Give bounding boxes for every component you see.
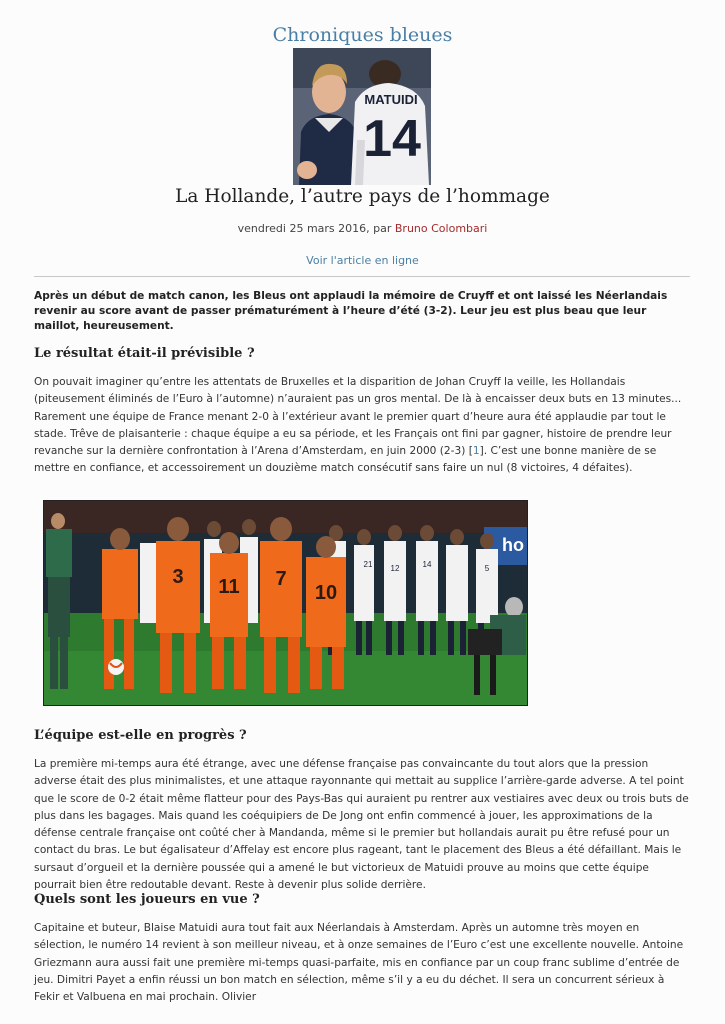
author-link[interactable]: Bruno Colombari	[394, 222, 488, 235]
team-photo	[43, 500, 528, 706]
footnote-link[interactable]: 1	[472, 445, 480, 458]
player-number: 10	[314, 582, 338, 604]
hero-photo-illustration	[293, 48, 431, 185]
article-lead: Après un début de match canon, les Bleus ont applaudi la mémoire de Cruyff et ont laissé les Néerlandais revenir au score avant de passer prématurément à l’heure d’été (3-2). Leur jeu est plus beau que leur maillot, heureusement.	[34, 290, 668, 332]
section-heading-progress: L’équipe est-elle en progrès ?	[34, 728, 247, 743]
section-text-part: On pouvait imaginer qu’entre les attentats de Bruxelles et la disparition de Johan Cruyff la veille, les Hollandais (piteusement éliminés de l’Euro à l’automne) n’auraient pas un gros mental. De là à encaisser deux buts en 13 minutes... Rarement une équipe de France menant 2-0 à l’extérieur avant le premier quart d’heure aura été applaudie par tout le stade. Trêve de plaisanterie : chaque équipe a eu sa période, et les Français ont fini par gagner, histoire de prendre leur revanche sur la dernière confrontation à l’Arena d’Amsterdam, en juin 2000 (2-3) [	[34, 376, 682, 458]
section-text-players: Capitaine et buteur, Blaise Matuidi aura tout fait aux Néerlandais à Amsterdam. Après un automne très moyen en sélection, le numéro 14 revient à son meilleur niveau, et à onze semaines de l’Euro c’est une excellente nouvelle. Antoine Griezmann aura aussi fait une première mi-temps quasi-parfaite, mis en confiance par un coup franc sublime d’entrée de jeu. Dimitri Payet a enfin réussi un bon match en sélection, même s’il y a eu du déchet. Il sera un concurrent sérieux à Fekir et Valbuena en mai prochain. Olivier	[34, 922, 684, 1004]
player-number: 5	[484, 564, 490, 573]
byline-date: vendredi 25 mars 2016, par	[237, 222, 395, 235]
header-divider	[34, 276, 690, 277]
section-heading-result: Le résultat était-il prévisible ?	[34, 346, 255, 361]
player-number: 12	[390, 564, 400, 573]
section-heading-players: Quels sont les joueurs en vue ?	[34, 892, 260, 907]
online-article-link[interactable]: Voir l'article en ligne	[306, 254, 419, 267]
player-number: 21	[363, 560, 373, 569]
player-number: 7	[275, 568, 287, 590]
section-text-part: ]. C’est une bonne manière de se mettre en confiance, et accessoirement un douzième match consécutif sans faire un nul (8 victoires, 4 défaites).	[34, 445, 657, 475]
site-title[interactable]: Chroniques bleues	[272, 24, 453, 46]
section-text-result	[34, 374, 690, 478]
stadium-banner-text: ho	[502, 535, 524, 555]
player-number: 14	[422, 560, 432, 569]
player-number: 3	[172, 566, 184, 588]
byline	[0, 222, 725, 235]
team-photo-illustration	[44, 501, 528, 706]
jersey-number: 14	[363, 110, 421, 168]
hero-photo	[293, 48, 431, 185]
jersey-name: MATUIDI	[364, 92, 418, 107]
article-title: La Hollande, l’autre pays de l’hommage	[175, 186, 550, 207]
section-text-progress: La première mi-temps aura été étrange, avec une défense française pas convaincante du tout alors que la pression adverse était des plus minimalistes, et une attaque rayonnante qui mettait au supplice l’arrière-garde adverse. A tel point que le score de 0-2 était même flatteur pour des Pays-Bas qui auraient pu rentrer aux vestiaires avec deux ou trois buts de plus dans les bagages. Mais quand les coéquipiers de De Jong ont enfin commencé à jouer, les approximations de la défense centrale française ont coûté cher à Mandanda, même si le premier but hollandais aurait pu être refusé pour un contact du bras. Le but égalisateur d’Affelay est encore plus rageant, tant le placement des Bleus a été défaillant. Mais le sursaut d’orgueil et la dernière poussée qui a amené le but victorieux de Matuidi prouve au moins que cette équipe pourrait bien être redoutable devant. Reste à devenir plus solide derrière.	[34, 758, 689, 892]
player-number: 11	[218, 576, 240, 598]
